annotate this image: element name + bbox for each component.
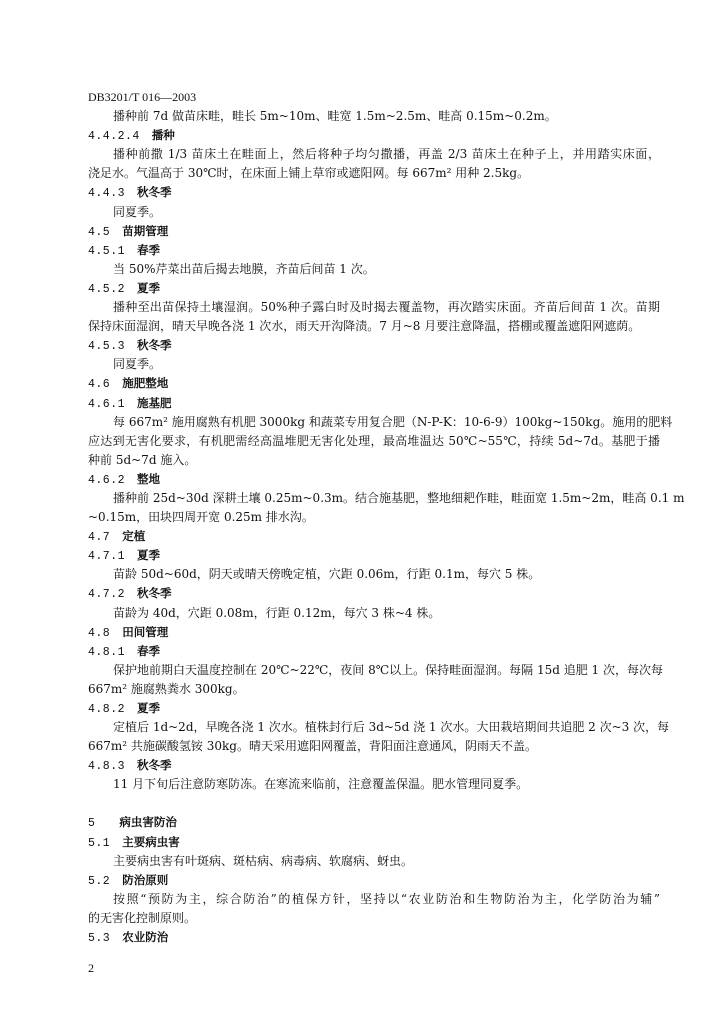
paragraph-line: 种前 5d~7d 施入。 — [88, 452, 197, 467]
paragraph-line: 的无害化控制原则。 — [88, 910, 197, 925]
section-number: 4.5 — [88, 225, 111, 239]
section-number: 4.6.2 — [88, 473, 126, 487]
section-heading — [88, 546, 660, 565]
paragraph — [88, 298, 660, 336]
paragraph-line: 667m² 施腐熟粪水 300kg。 — [88, 681, 245, 696]
section-title: 定植 — [122, 529, 146, 544]
paragraph-line: 播种前 25d~30d 深耕土壤 0.25m~0.3m。结合施基肥，整地细耙作畦，畦面宽 1.5m~2m，畦高 0.1 m — [113, 490, 685, 505]
paragraph-line: 保持床面湿润，晴天早晚各浇 1 次水，雨天开沟降渍。7 月~8 月要注意降温，搭棚或覆盖遮阳网遮荫。 — [88, 319, 641, 334]
section-heading — [88, 833, 660, 852]
section-title: 农业防治 — [122, 930, 169, 945]
section-number: 5.2 — [88, 874, 111, 888]
paragraph — [88, 718, 670, 756]
section-heading — [88, 183, 660, 202]
section-number: 4.8.3 — [88, 760, 126, 774]
paragraph-line: 播种至出苗保持土壤湿润。50%种子露白时及时揭去覆盖物，再次踏实床面。齐苗后间苗 1 次。苗期 — [113, 300, 660, 315]
paragraph-line: 每 667m² 施用腐熟有机肥 3000kg 和蔬菜专用复合肥（N-P-K：10-6-9）100kg~150kg。施用的肥料 — [113, 414, 673, 429]
section-heading — [88, 928, 660, 947]
paragraph — [88, 260, 660, 279]
section-heading — [88, 279, 660, 298]
section-number: 5 — [88, 817, 96, 831]
section-title: 夏季 — [137, 701, 161, 715]
section-heading — [88, 222, 660, 241]
paragraph — [88, 565, 660, 584]
paragraph-line: 播种前撒 1/3 苗床土在畦面上，然后将种子均匀撒播，再盖 2/3 苗床土在种子上，并用踏实床面， — [113, 147, 660, 162]
section-heading — [88, 623, 660, 642]
section-title: 防治原则 — [122, 872, 169, 887]
chapter-heading — [88, 813, 660, 832]
section-title: 主要病虫害 — [122, 834, 180, 849]
section-heading — [88, 336, 660, 355]
section-number: 4.7.2 — [88, 588, 126, 602]
section-heading — [88, 756, 660, 775]
section-number: 5.3 — [88, 932, 111, 946]
section-number: 4.8.2 — [88, 703, 126, 716]
section-heading — [88, 527, 660, 546]
paragraph-line: 同夏季。 — [113, 204, 162, 219]
section-title: 田间管理 — [122, 624, 169, 639]
paragraph-line: 苗龄为 40d，穴距 0.08m，行距 0.12m，每穴 3 株~4 株。 — [113, 605, 441, 620]
section-number: 4.7 — [88, 531, 111, 545]
paragraph — [88, 890, 660, 928]
paragraph — [88, 145, 660, 183]
section-number: 4.4.3 — [88, 187, 126, 201]
section-number: 4.6.1 — [88, 397, 126, 411]
paragraph-line: 应达到无害化要求，有机肥需经高温堆肥无害化处理，最高堆温达 50℃~55℃，持续 5d~7d。基肥于播 — [88, 433, 660, 448]
section-number: 4.8 — [88, 626, 111, 640]
paragraph-line: 苗龄 50d~60d，阴天或晴天傍晚定植，穴距 0.06m，行距 0.1m，每穴 5 株。 — [113, 567, 541, 582]
paragraph-line: 当 50%芹菜出苗后揭去地膜，齐苗后间苗 1 次。 — [113, 261, 375, 276]
paragraph-line: 11 月下旬后注意防寒防冻。在寒流来临前，注意覆盖保温。肥水管理同夏季。 — [113, 777, 529, 792]
paragraph — [88, 604, 660, 623]
paragraph — [88, 775, 660, 794]
paragraph-line: 播种前 7d 做苗床畦，畦长 5m~10m、畦宽 1.5m~2.5m、畦高 0.15m~0.2m。 — [113, 109, 557, 124]
section-title: 施肥整地 — [122, 376, 169, 391]
section-number: 4.7.1 — [88, 550, 126, 564]
paragraph — [88, 661, 663, 699]
paragraph — [88, 852, 660, 871]
paragraph-line: 浇足水。气温高于 30℃时，在床面上铺上草帘或遮阳网。每 667m² 用种 2.5kg。 — [88, 166, 530, 181]
paragraph — [88, 107, 660, 126]
paragraph — [88, 413, 673, 470]
section-heading — [88, 871, 660, 890]
section-heading — [88, 394, 660, 413]
section-title: 病虫害防治 — [119, 815, 177, 830]
section-number: 4.8.1 — [88, 645, 126, 659]
section-heading — [88, 126, 660, 145]
paragraph-line: 同夏季。 — [113, 357, 162, 372]
section-number: 4.6 — [88, 378, 111, 392]
paragraph-line: 保护地前期白天温度控制在 20℃~22℃，夜间 8℃以上。保持畦面湿润。每隔 15d 追肥 1 次，每次每 — [113, 662, 663, 677]
paragraph — [88, 355, 660, 374]
paragraph-line: 主要病虫害有叶斑病、斑枯病、病毒病、软腐病、蚜虫。 — [113, 853, 414, 868]
section-heading — [88, 699, 660, 718]
section-heading — [88, 470, 660, 489]
doc-code-header: DB3201/T 016—2003 — [88, 90, 197, 104]
paragraph-line: 定植后 1d~2d，早晚各浇 1 次水。植株封行后 3d~5d 浇 1 次水。大田栽培期间共追肥 2 次~3 次，每 — [113, 720, 670, 735]
section-title: 整地 — [137, 471, 161, 486]
section-title: 秋冬季 — [137, 758, 172, 773]
section-heading — [88, 584, 660, 603]
paragraph — [88, 203, 660, 222]
section-number: 4.5.1 — [88, 244, 126, 258]
section-title: 夏季 — [137, 548, 161, 563]
paragraph-line: 667m² 共施碳酸氢铵 30kg。晴天采用遮阳网覆盖，背阳面注意通风，阴雨天不盖。 — [88, 739, 537, 754]
page-number: 2 — [88, 961, 94, 975]
section-title: 秋冬季 — [137, 338, 172, 353]
section-number: 4.5.3 — [88, 340, 126, 354]
section-title: 春季 — [137, 643, 161, 658]
section-heading — [88, 642, 660, 661]
section-title: 春季 — [137, 242, 161, 257]
section-heading — [88, 374, 660, 393]
section-heading — [88, 241, 660, 260]
section-title: 播种 — [151, 128, 175, 143]
section-number: 5.1 — [88, 836, 111, 850]
section-number: 4.4.2.4 — [88, 130, 140, 144]
section-title: 秋冬季 — [137, 185, 172, 200]
paragraph-line: 按照“预防为主，综合防治”的植保方针，坚持以“农业防治和生物防治为主，化学防治为辅” — [113, 891, 660, 906]
section-title: 秋冬季 — [137, 586, 172, 601]
page-body — [88, 88, 685, 947]
section-title: 夏季 — [137, 280, 161, 295]
paragraph-line: ~0.15m，田块四周开宽 0.25m 排水沟。 — [88, 510, 314, 525]
paragraph — [88, 489, 685, 527]
section-number: 4.5.2 — [88, 282, 126, 296]
section-title: 苗期管理 — [122, 223, 169, 238]
section-title: 施基肥 — [137, 395, 172, 410]
